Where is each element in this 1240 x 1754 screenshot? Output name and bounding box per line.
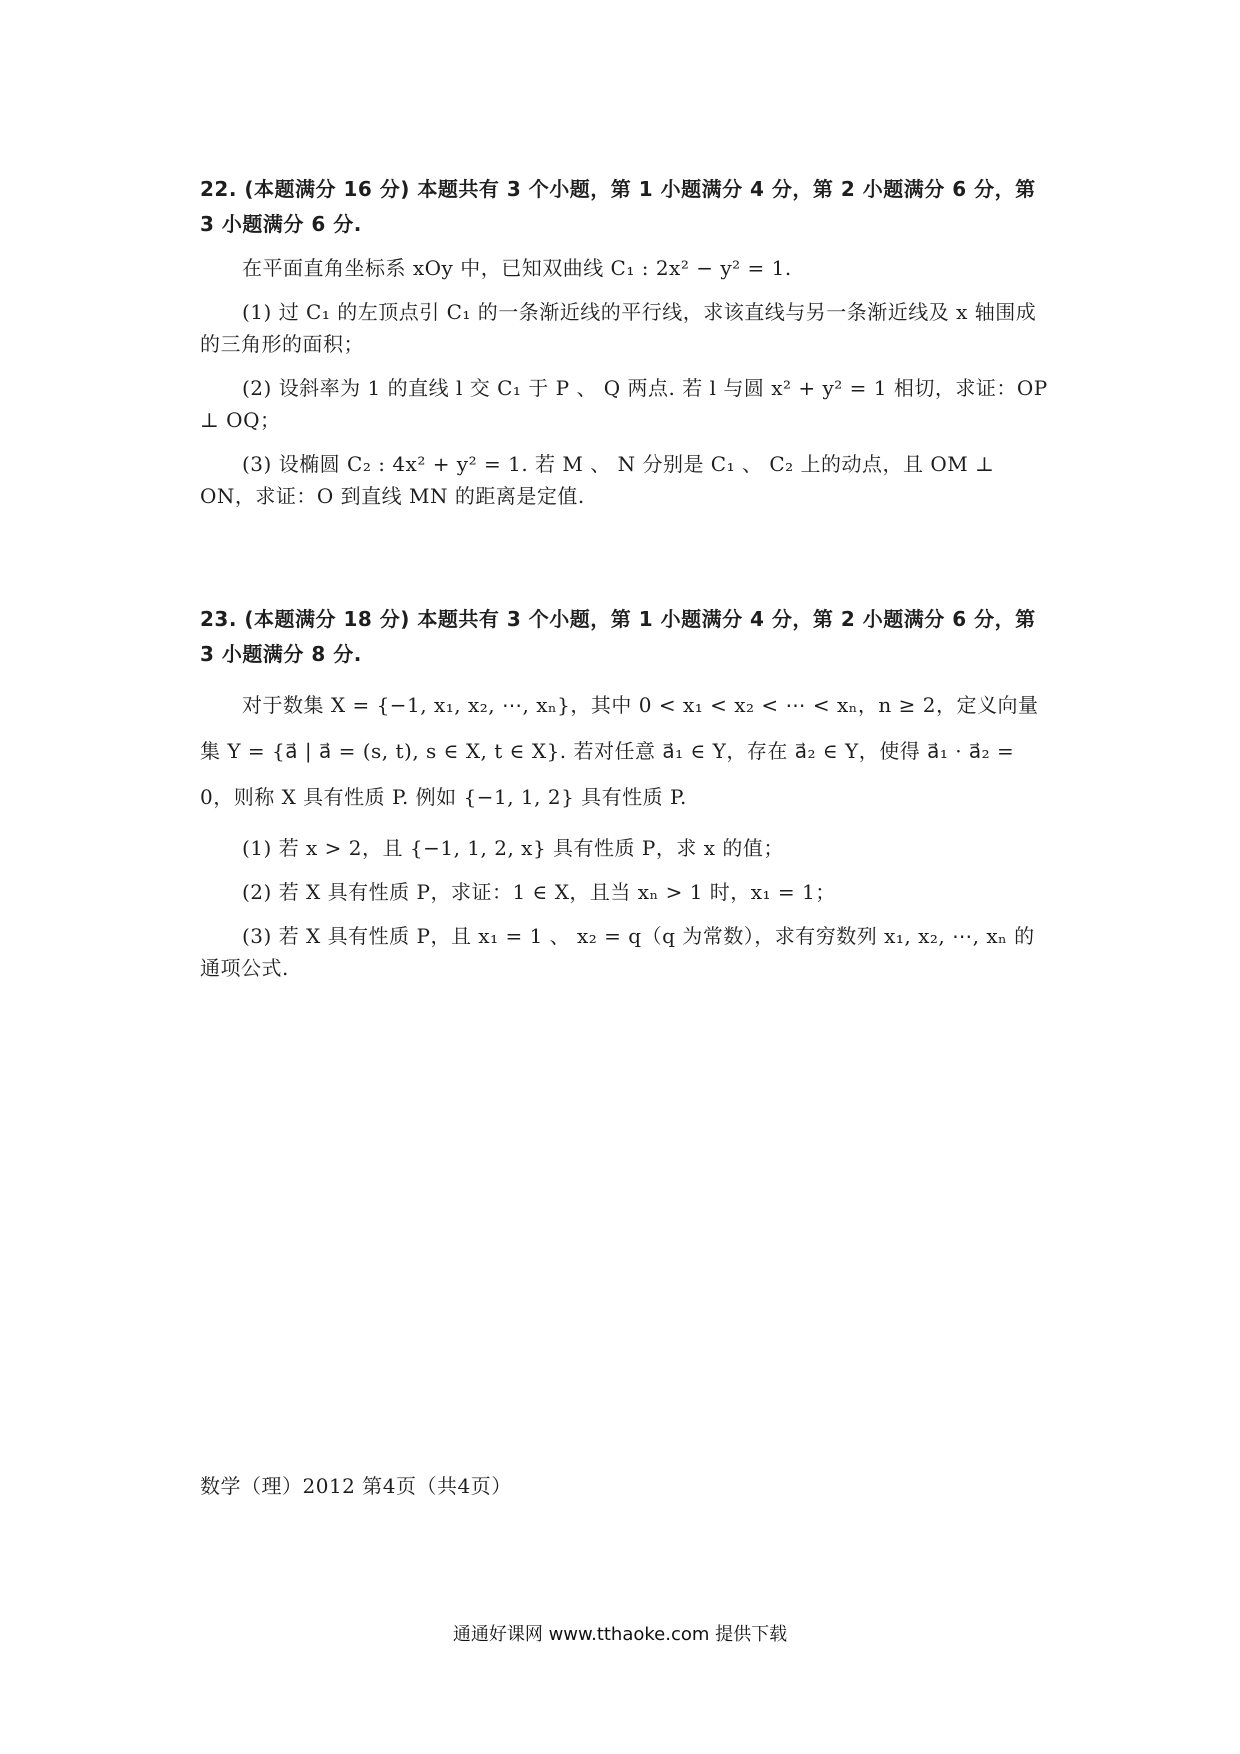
problem-22-heading: 22. (本题满分 16 分) 本题共有 3 个小题，第 1 小题满分 4 分，第 2 小题满分 6 分，第 3 小题满分 6 分. [200,177,1036,236]
problem-22-part-1: (1) 过 C₁ 的左顶点引 C₁ 的一条渐近线的平行线，求该直线与另一条渐近线及 x 轴围成的三角形的面积； [200,300,1037,356]
problem-22-part-3: (3) 设椭圆 C₂ : 4x² + y² = 1. 若 M 、 N 分别是 C₁ 、 C₂ 上的动点，且 OM ⊥ ON，求证：O 到直线 MN 的距离是定值. [200,452,995,508]
problem-23-part-3: (3) 若 X 具有性质 P，且 x₁ = 1 、 x₂ = q（q 为常数），求有穷数列 x₁, x₂, ⋯, xₙ 的通项公式. [200,924,1035,980]
page-number-footer: 数学（理）2012 第4页（共4页） [200,1474,512,1498]
problem-22-stem: 在平面直角坐标系 xOy 中，已知双曲线 C₁ : 2x² − y² = 1. [242,256,792,280]
download-watermark: 通通好课网 www.tthaoke.com 提供下载 [452,1624,788,1645]
problem-23-part-1: (1) 若 x > 2，且 {−1, 1, 2, x} 具有性质 P，求 x 的值； [242,836,784,860]
problem-23 [200,602,1050,996]
problem-23-part-2: (2) 若 X 具有性质 P，求证：1 ∈ X，且当 xₙ > 1 时，x₁ = 1； [242,880,836,904]
problem-22-part-2: (2) 设斜率为 1 的直线 l 交 C₁ 于 P 、 Q 两点. 若 l 与圆 x² + y² = 1 相切，求证：OP ⊥ OQ； [200,376,1048,432]
problem-22 [200,172,1050,524]
problem-23-heading: 23. (本题满分 18 分) 本题共有 3 个小题，第 1 小题满分 4 分，第 2 小题满分 6 分，第 3 小题满分 8 分. [200,607,1036,666]
problem-23-stem: 对于数集 X = {−1, x₁, x₂, ⋯, xₙ}，其中 0 < x₁ < x₂ < ⋯ < xₙ，n ≥ 2，定义向量集 Y = {a⃗ | a⃗ = (s, t), s ∈ X, t ∈ X}. 若对任意 a⃗₁ ∈ Y，存在 a⃗₂ ∈ Y，使得 a⃗₁ · a⃗₂ = 0，则称 X 具有性质 P. 例如 {−1, 1, 2} 具有性质 P. [200,693,1039,809]
